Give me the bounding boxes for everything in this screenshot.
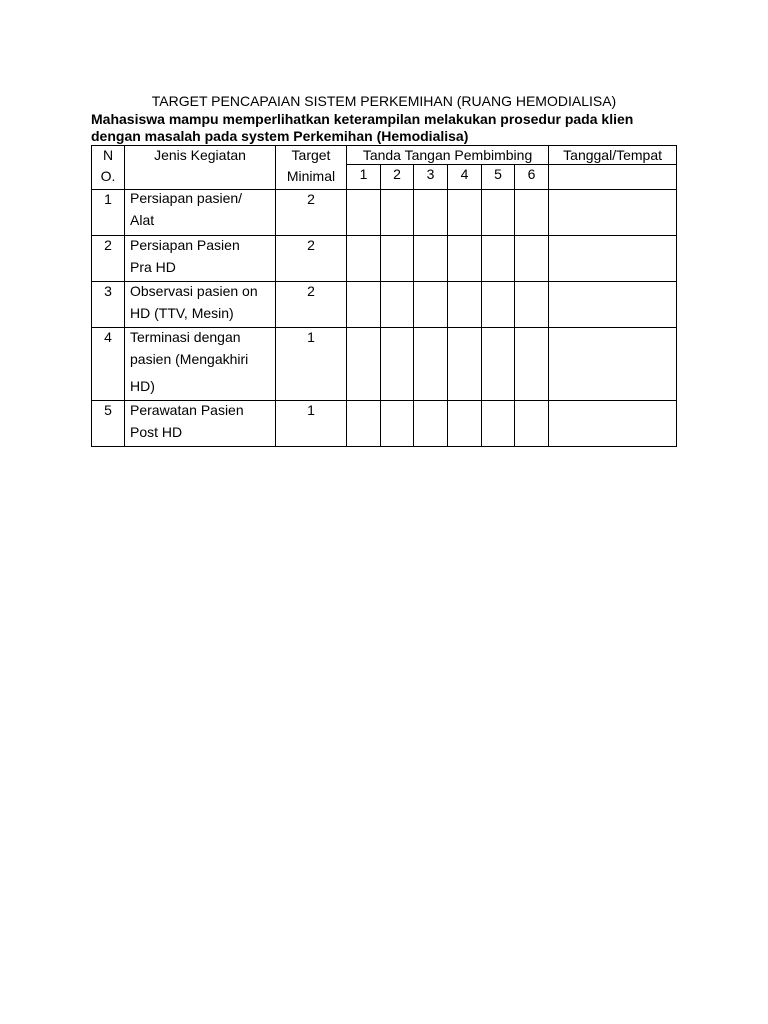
- signature-cell[interactable]: [482, 282, 515, 328]
- row-jenis-line-2: HD (TTV, Mesin): [130, 305, 234, 321]
- signature-cell[interactable]: [347, 328, 381, 401]
- row-target: 2: [276, 282, 347, 328]
- signature-cell[interactable]: [381, 236, 414, 282]
- table-row: [92, 282, 677, 328]
- row-no: 3: [92, 282, 125, 328]
- row-target: 2: [276, 236, 347, 282]
- header-jenis-kegiatan: Jenis Kegiatan: [125, 146, 276, 190]
- signature-cell[interactable]: [515, 282, 549, 328]
- signature-cell[interactable]: [448, 236, 482, 282]
- table-row: [92, 328, 677, 401]
- row-jenis-kegiatan: [125, 282, 276, 328]
- row-jenis-line-2: Alat: [130, 212, 155, 228]
- row-jenis-line-1: Terminasi dengan: [130, 329, 241, 345]
- row-jenis-line-1: Persiapan Pasien: [130, 237, 240, 253]
- header-sig-col-3: 3: [414, 165, 448, 190]
- tanggal-tempat-cell[interactable]: [549, 236, 677, 282]
- signature-cell[interactable]: [381, 190, 414, 236]
- header-sig-col-6: 6: [515, 165, 549, 190]
- row-no: 1: [92, 190, 125, 236]
- table-row: [92, 401, 677, 447]
- row-target: 1: [276, 401, 347, 447]
- row-target: 2: [276, 190, 347, 236]
- row-jenis-kegiatan: [125, 190, 276, 236]
- header-no-line-2: O.: [100, 168, 116, 184]
- signature-cell[interactable]: [381, 282, 414, 328]
- row-jenis-line-1: Observasi pasien on: [130, 283, 258, 299]
- signature-cell[interactable]: [347, 282, 381, 328]
- signature-cell[interactable]: [347, 236, 381, 282]
- header-target-minimal: [276, 146, 347, 190]
- row-no: 4: [92, 328, 125, 401]
- document-subtitle-line-2: dengan masalah pada system Perkemihan (Hemodialisa): [91, 128, 469, 144]
- signature-cell[interactable]: [381, 328, 414, 401]
- tanggal-tempat-cell[interactable]: [549, 282, 677, 328]
- signature-cell[interactable]: [482, 190, 515, 236]
- row-jenis-line-2: Pra HD: [130, 259, 176, 275]
- row-no: 2: [92, 236, 125, 282]
- signature-cell[interactable]: [515, 328, 549, 401]
- signature-cell[interactable]: [448, 190, 482, 236]
- signature-cell[interactable]: [482, 236, 515, 282]
- header-sig-col-4: 4: [448, 165, 482, 190]
- header-tanggal-empty: [549, 165, 677, 190]
- tanggal-tempat-cell[interactable]: [549, 190, 677, 236]
- row-jenis-line-2: Post HD: [130, 424, 183, 440]
- header-no: [92, 146, 125, 190]
- row-jenis-kegiatan: [125, 236, 276, 282]
- target-table: [91, 145, 677, 447]
- header-sig-col-1: 1: [347, 165, 381, 190]
- signature-cell[interactable]: [414, 282, 448, 328]
- signature-cell[interactable]: [448, 328, 482, 401]
- document-subtitle-line-1: Mahasiswa mampu memperlihatkan keterampilan melakukan prosedur pada klien: [91, 111, 634, 127]
- signature-cell[interactable]: [414, 401, 448, 447]
- row-jenis-line-1: Persiapan pasien/: [130, 190, 243, 206]
- header-sig-col-5: 5: [482, 165, 515, 190]
- table-row: [92, 236, 677, 282]
- table-row: [92, 190, 677, 236]
- row-jenis-kegiatan: [125, 401, 276, 447]
- signature-cell[interactable]: [448, 401, 482, 447]
- row-jenis-line-1: Perawatan Pasien: [130, 402, 244, 418]
- header-tanda-tangan: Tanda Tangan Pembimbing: [347, 146, 549, 165]
- tanggal-tempat-cell[interactable]: [549, 328, 677, 401]
- row-target: 1: [276, 328, 347, 401]
- table-header-row-1: [92, 146, 677, 165]
- signature-cell[interactable]: [482, 328, 515, 401]
- signature-cell[interactable]: [515, 236, 549, 282]
- row-no: 5: [92, 401, 125, 447]
- row-jenis-kegiatan: [125, 328, 276, 401]
- row-jenis-line-2: pasien (Mengakhiri: [130, 351, 249, 367]
- header-no-line-1: N: [102, 147, 114, 163]
- header-target-line-2: Minimal: [286, 168, 336, 184]
- document-page: [91, 92, 677, 447]
- signature-cell[interactable]: [515, 401, 549, 447]
- signature-cell[interactable]: [448, 282, 482, 328]
- signature-cell[interactable]: [414, 190, 448, 236]
- header-tanggal-tempat: Tanggal/Tempat: [549, 146, 677, 165]
- signature-cell[interactable]: [414, 236, 448, 282]
- signature-cell[interactable]: [482, 401, 515, 447]
- document-title: TARGET PENCAPAIAN SISTEM PERKEMIHAN (RUANG HEMODIALISA): [151, 93, 617, 109]
- row-jenis-line-3: HD): [130, 378, 155, 394]
- signature-cell[interactable]: [347, 190, 381, 236]
- signature-cell[interactable]: [515, 190, 549, 236]
- signature-cell[interactable]: [381, 401, 414, 447]
- signature-cell[interactable]: [414, 328, 448, 401]
- tanggal-tempat-cell[interactable]: [549, 401, 677, 447]
- header-sig-col-2: 2: [381, 165, 414, 190]
- signature-cell[interactable]: [347, 401, 381, 447]
- header-target-line-1: Target: [291, 147, 331, 163]
